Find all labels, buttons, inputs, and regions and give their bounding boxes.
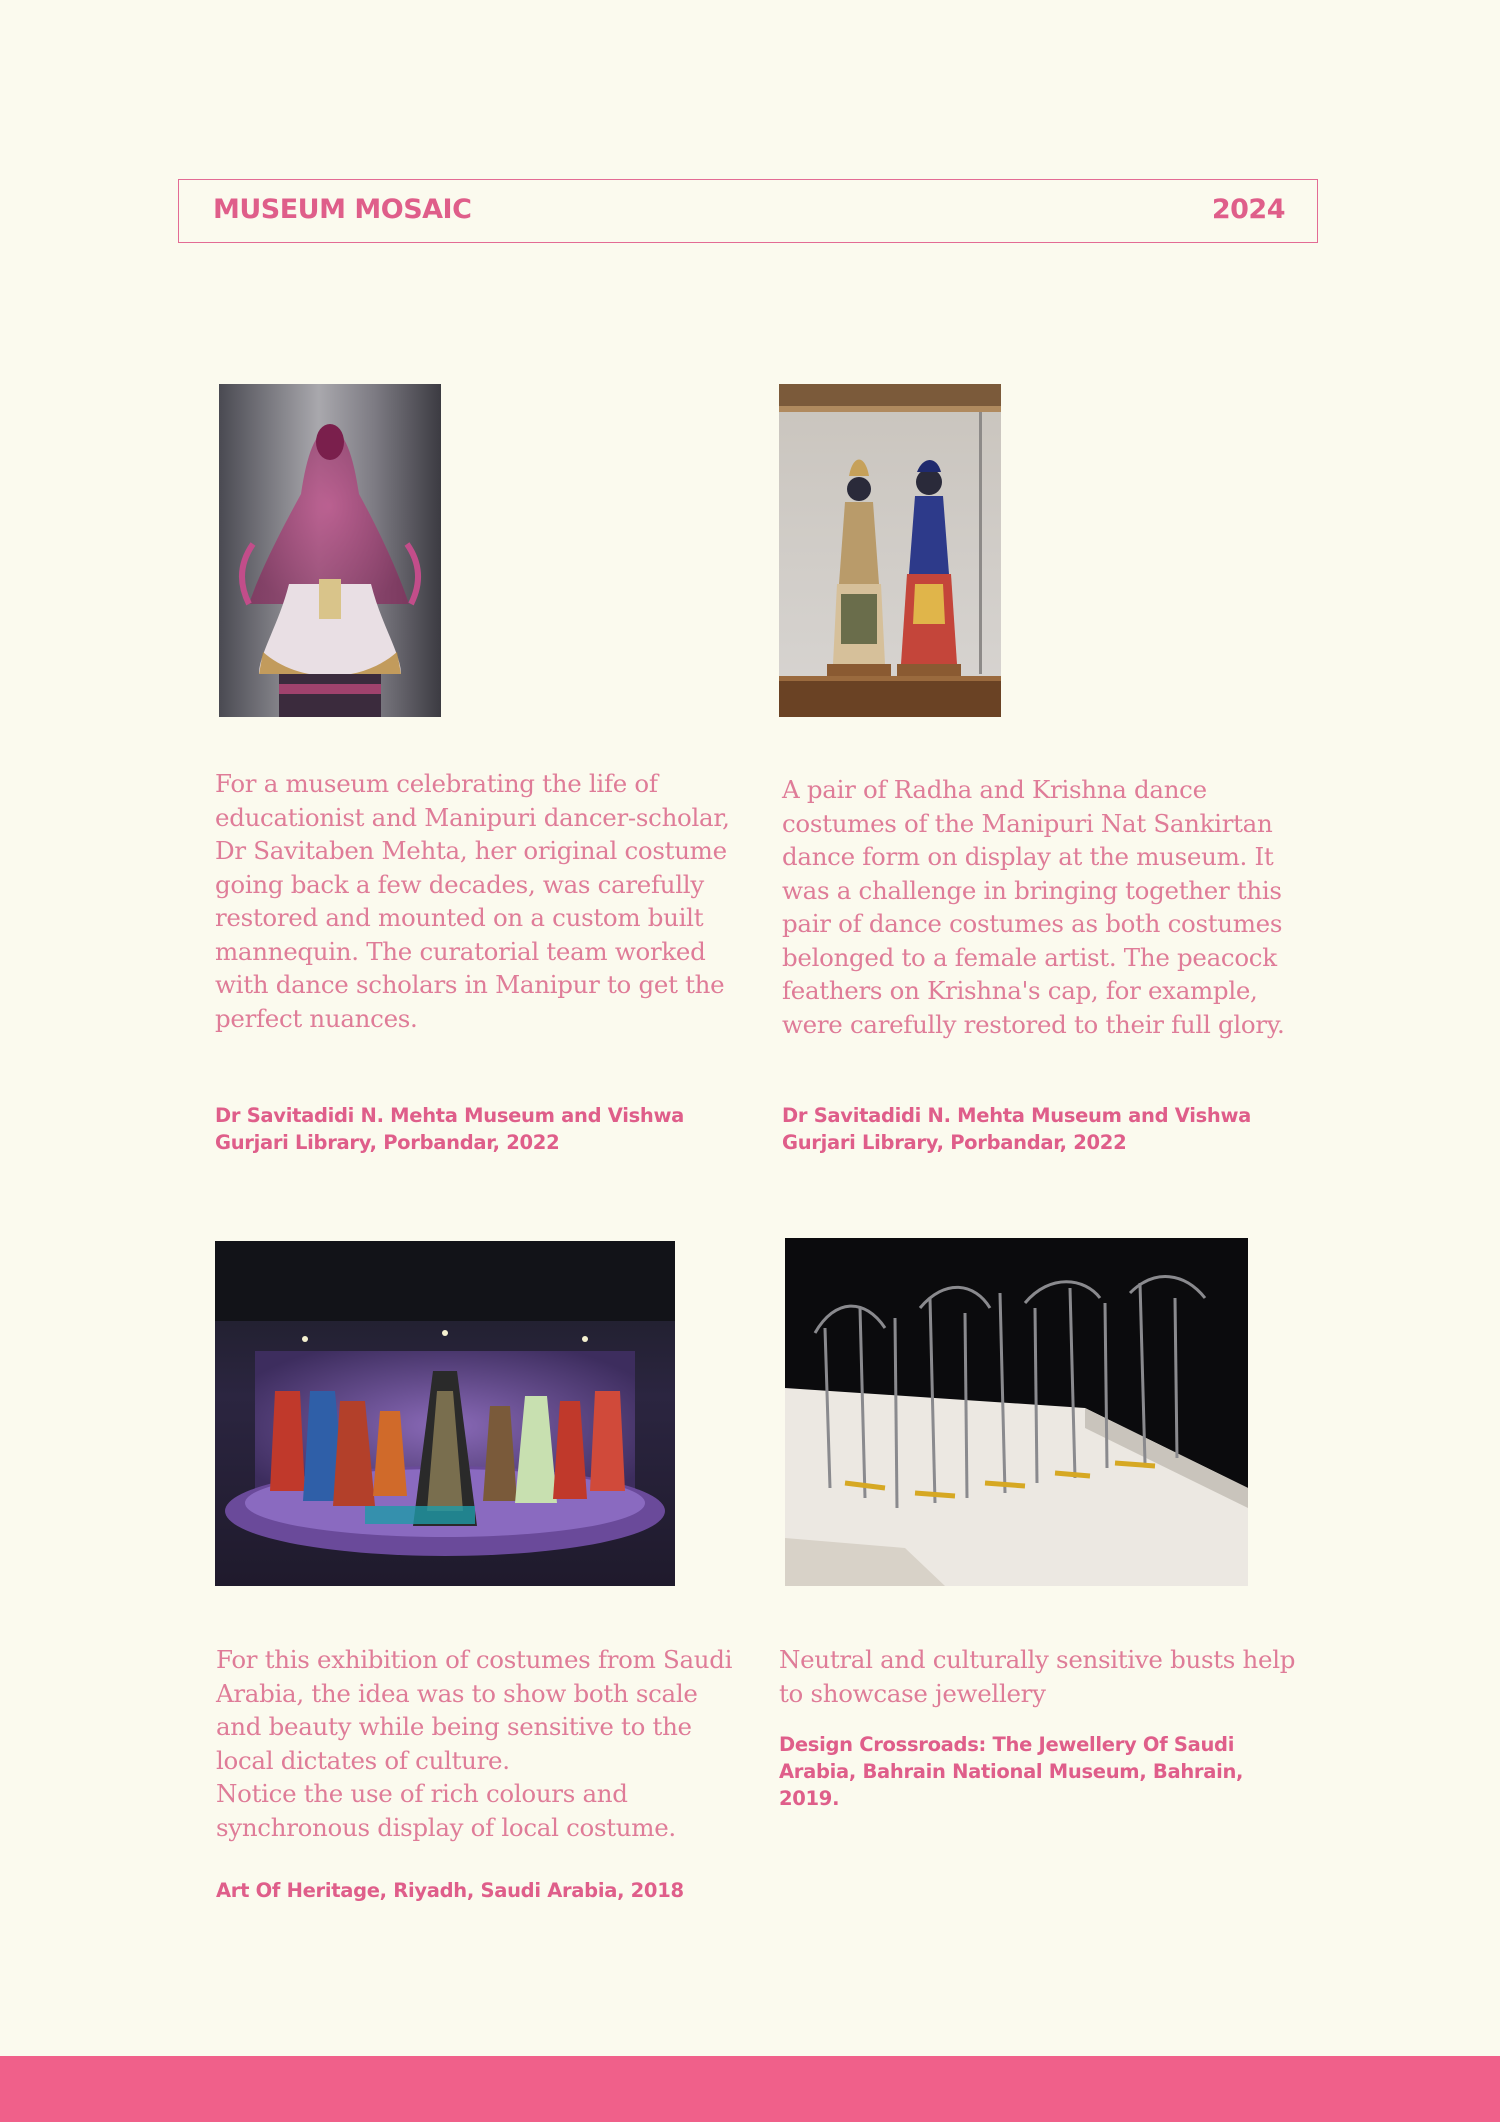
article-3-text: For this exhibition of costumes from Saudi Arabia, the idea was to show both scale and beauty while being sensitive to the local dictates of culture. Notice the use of rich colours and synchronous display of local costume. xyxy=(216,1645,733,1842)
publication-year: 2024 xyxy=(1211,194,1285,225)
article-2-text: A pair of Radha and Krishna dance costumes of the Manipuri Nat Sankirtan dance form on display at the museum. It was a challenge in bringing together this pair of dance costumes as both costumes belonged to a female artist. The peacock feathers on Krishna's cap, for example, were carefully restored to their full glory. xyxy=(782,775,1285,1039)
photo-manipuri-costume xyxy=(219,384,441,717)
article-4-credit: Design Crossroads: The Jewellery Of Saudi Arabia, Bahrain National Museum, Bahrain, 2019. xyxy=(779,1733,1244,1810)
page-header xyxy=(178,179,1318,243)
article-1-text: For a museum celebrating the life of educationist and Manipuri dancer-scholar, Dr Savitaben Mehta, her original costume going back a few decades, was carefully restored and mounted on a custom built mannequin. The curatorial team worked with dance scholars in Manipur to get the perfect nuances. xyxy=(215,769,730,1033)
article-2-credit: Dr Savitadidi N. Mehta Museum and Vishwa Gurjari Library, Porbandar, 2022 xyxy=(782,1104,1252,1154)
photo-saudi-costume-exhibition xyxy=(215,1241,675,1586)
photo-jewellery-busts xyxy=(785,1238,1248,1586)
footer-bar xyxy=(0,2056,1500,2122)
article-3-credit: Art Of Heritage, Riyadh, Saudi Arabia, 2018 xyxy=(216,1879,684,1902)
publication-title: MUSEUM MOSAIC xyxy=(213,194,472,225)
article-1-credit: Dr Savitadidi N. Mehta Museum and Vishwa Gurjari Library, Porbandar, 2022 xyxy=(215,1104,685,1154)
photo-radha-krishna-costumes xyxy=(779,384,1001,717)
article-4-text: Neutral and culturally sensitive busts help to showcase jewellery xyxy=(779,1645,1296,1708)
